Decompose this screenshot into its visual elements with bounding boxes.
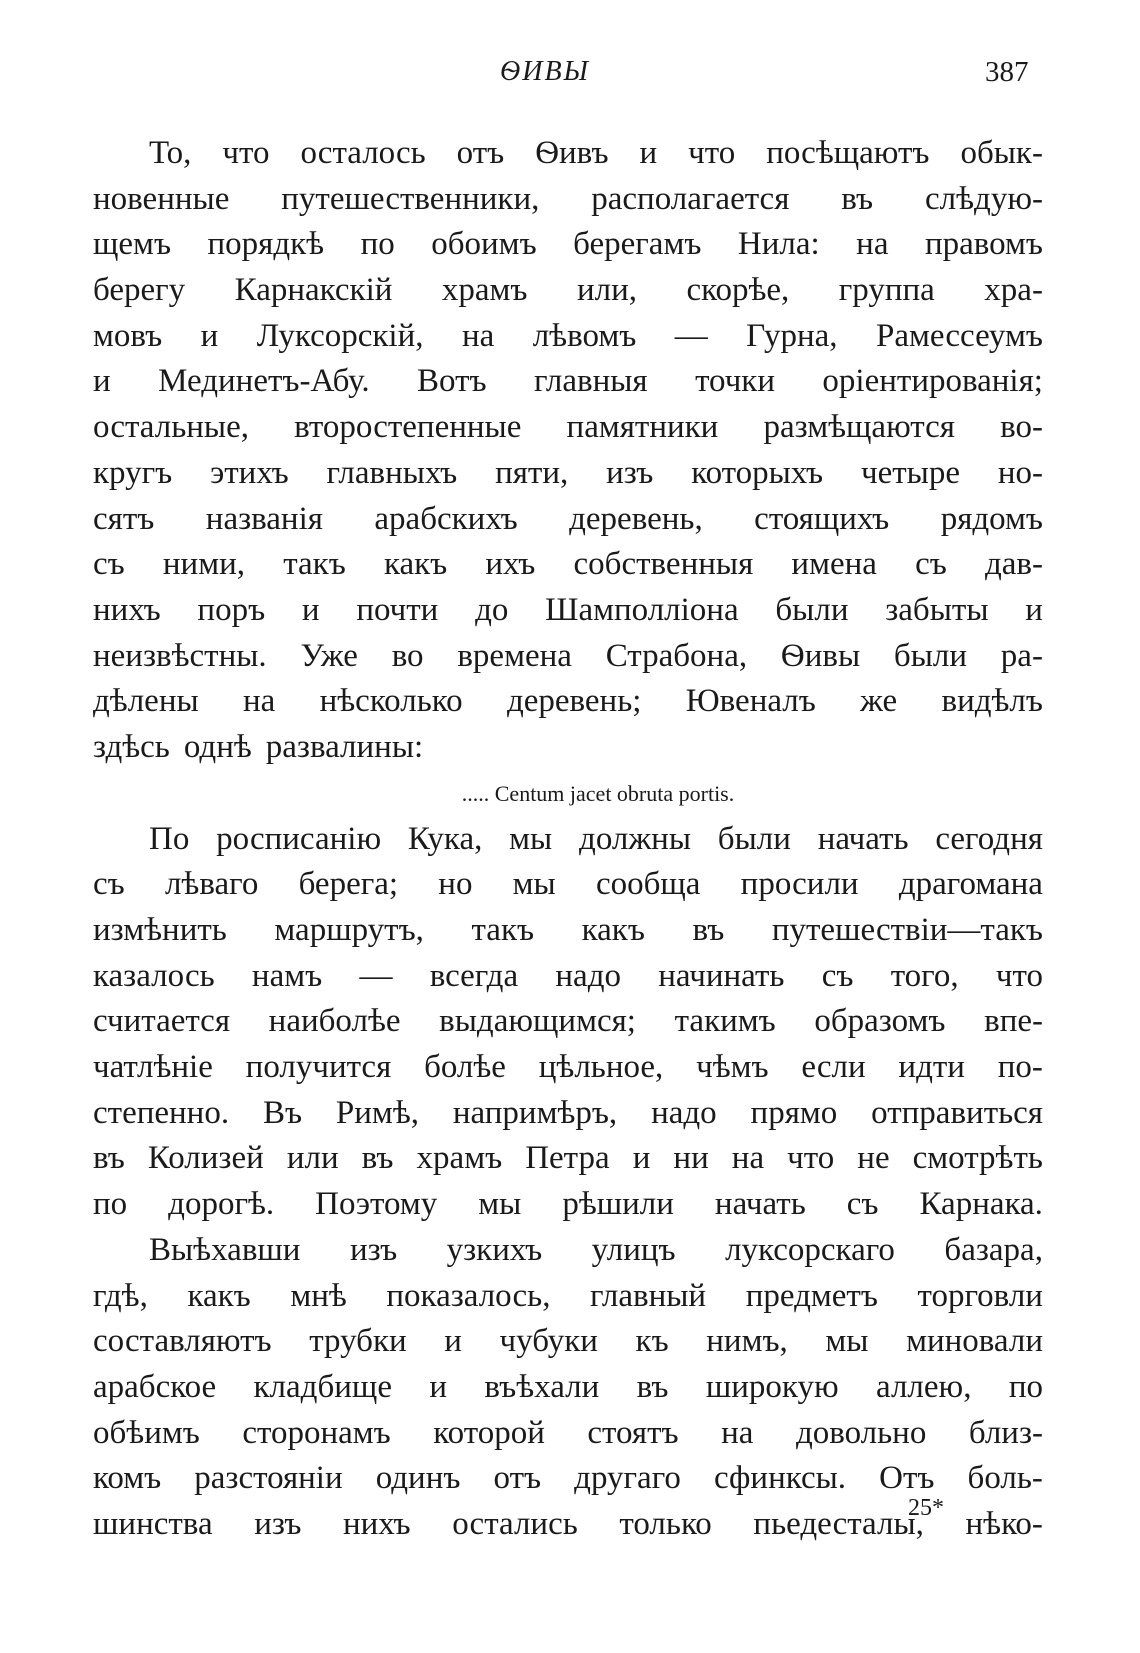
word: прямо [750,1094,838,1131]
word: второстепенные [294,409,522,446]
word: гдѣ, [93,1277,148,1314]
word: лѣваго [164,866,259,903]
word: Отъ [879,1460,935,1497]
word: пяти, [495,454,569,491]
word: въ [93,1140,125,1177]
word: новенные [93,180,230,217]
word: которыхъ [691,454,824,491]
word: оріентированія; [822,363,1043,400]
word: мы [825,1323,869,1360]
word: и [93,363,111,400]
word: деревень, [569,500,703,537]
word: видѣлъ [941,683,1043,720]
text-line [93,634,1043,680]
text-line [93,1502,1043,1548]
word: измѣнить [93,912,227,948]
word: Нила: [737,226,820,263]
word: собственныя [573,546,754,583]
word: довольно [795,1414,927,1451]
word: остались [452,1505,578,1542]
text-line [93,131,1043,177]
text-line [93,451,1043,497]
word: считается [93,1003,231,1040]
word: храмъ [441,272,528,309]
word: неизвѣстны. [93,637,267,674]
word: хра- [984,272,1043,309]
word: по [360,226,395,263]
word: по [93,1186,128,1223]
word: чѣмъ [696,1049,769,1086]
word: получится [245,1049,392,1086]
word: пьедесталы, [753,1505,924,1542]
word: въ [636,1368,669,1405]
word: деревень; [506,683,642,720]
word: посѣщаютъ [766,135,930,171]
word: драгомана [898,866,1043,903]
word: аллею, [876,1368,972,1405]
word: осталось [300,135,426,171]
word: Мединетъ-Абу. [158,363,370,400]
word: главныхъ [326,454,458,491]
word: надо [651,1094,717,1131]
word: что [787,1140,835,1177]
word: Карнака. [919,1186,1043,1223]
word: Карнакскій [234,272,393,309]
word: широкую [705,1368,839,1405]
text-line [93,1045,1043,1091]
word: выдающимся; [439,1003,636,1040]
word: во- [1000,409,1043,446]
word: напримѣръ, [452,1094,618,1131]
word: памятники [566,409,719,446]
text-line [93,725,1043,771]
word: развалины: [265,728,424,765]
text-line [93,497,1043,543]
word: одинъ [375,1460,461,1497]
word: щемъ [93,226,172,263]
word: степенно. [93,1094,230,1131]
word: изъ [254,1505,302,1542]
word: ними, [162,546,246,583]
word: рѣшили [562,1186,674,1223]
word: дѣлены [93,683,199,720]
word: арабскихъ [374,500,518,537]
word: мовъ [93,317,163,354]
word: были [893,637,968,674]
word: по- [997,1049,1043,1086]
word: же [860,683,898,720]
word: времена [457,637,572,674]
word: всегда [429,957,519,994]
word: или [286,1140,339,1177]
word: смотрѣть [912,1140,1043,1177]
word: скорѣе, [686,272,790,309]
word: По [149,820,190,857]
word: однѣ [183,728,252,765]
paragraph-3 [93,1228,1043,1548]
page-number: 387 [985,56,1029,88]
word: на [242,683,276,720]
word: цѣльное, [538,1049,664,1086]
word: комъ [93,1460,162,1497]
word: узкихъ [446,1231,543,1268]
word: кладбище [253,1368,392,1405]
word: наиболѣе [268,1003,401,1040]
word: начать [817,820,909,857]
word: сегодня [935,820,1043,857]
word: Римѣ, [335,1094,419,1131]
word: обѣимъ [93,1414,200,1451]
text-line [93,1182,1043,1228]
text-line [93,1365,1043,1411]
word: другаго [574,1460,681,1497]
word: трубки [309,1323,407,1360]
word: и [301,591,320,628]
word: казалось [93,957,215,994]
word: съ [915,546,947,583]
word: размѣщаются [763,409,955,446]
word: Петра [525,1140,610,1177]
word: болѣе [424,1049,506,1086]
text-line [93,177,1043,223]
word: Шамполліона [545,591,739,628]
word: четыре [860,454,960,491]
signature-mark: 25* [908,1495,944,1521]
word: Страбона, [605,637,748,674]
word: того, [890,957,959,994]
word: на [856,226,889,263]
word: арабское [93,1368,217,1405]
word: идти [898,1049,965,1086]
word: главный [590,1277,707,1314]
word: во [391,637,424,674]
word: рядомъ [940,500,1043,537]
word: и [1025,591,1043,628]
word: путешественники, [281,180,540,217]
text-line [93,588,1043,634]
text-line [93,679,1043,725]
word: базара, [944,1231,1043,1268]
word: — [359,957,393,994]
word: сторонамъ [242,1414,391,1451]
word: Рамессеумъ [876,317,1043,354]
word: правомъ [924,226,1043,263]
word: сфинксы. [714,1460,847,1497]
text-line [93,862,1043,908]
text-line [93,908,1043,954]
word: росписанію [216,820,382,857]
word: чубуки [499,1323,598,1360]
word: съ [846,1186,879,1223]
word: съ [93,866,125,903]
word: предметъ [745,1277,878,1314]
text-line [93,1319,1043,1365]
word: были [775,591,849,628]
text-line [93,999,1043,1045]
paragraph-1 [93,131,1043,771]
word: лѣвомъ [532,317,637,354]
word: чатлѣніе [93,1049,213,1086]
latin-quote: ..... Centum jacet obruta portis. [461,780,735,806]
word: нѣко- [965,1505,1043,1542]
word: сообща [595,866,701,903]
word: сятъ [93,500,155,537]
word: на [721,1414,754,1451]
word: просили [740,866,859,903]
word: мнѣ [290,1277,347,1314]
word: какъ [383,546,448,583]
word: луксорскаго [725,1231,895,1268]
word: Ѳивы [780,637,861,674]
word: до [475,591,509,628]
word: какъ [187,1277,251,1314]
word: группа [838,272,935,309]
word: нихъ [93,591,161,628]
word: главныя [534,363,648,400]
word: близ- [968,1414,1043,1451]
word: порядкѣ [207,226,325,263]
word: такимъ [674,1003,776,1040]
word: показалось, [386,1277,551,1314]
word: маршрутъ, [274,912,424,948]
word: почти [356,591,439,628]
word: дорогѣ. [168,1186,275,1223]
word: ни [673,1140,709,1177]
text-line [93,954,1043,1000]
word: торговли [917,1277,1043,1314]
word: Поэтому [315,1186,438,1223]
word: Гурна, [746,317,838,354]
word: Вотъ [417,363,487,400]
word: нихъ [342,1505,411,1542]
word: къ [635,1323,669,1360]
text-line [93,314,1043,360]
word: располагается [591,180,790,217]
word: на [461,317,495,354]
word: въѣхали [484,1368,600,1405]
word: разстояніи [194,1460,343,1497]
word: Ювеналъ [685,683,816,720]
word: берегу [93,272,186,309]
word: путешествіи—такъ [771,912,1043,948]
word: и [639,135,658,171]
word: но [438,866,473,903]
word: отъ [456,135,505,171]
word: шинства [93,1505,213,1542]
word: начинать [658,957,785,994]
word: но- [997,454,1043,491]
word: надо [555,957,621,994]
word: берегамъ [573,226,702,263]
text-line [93,405,1043,451]
word: должны [579,820,691,857]
text-line [93,1228,1043,1274]
word: названія [205,500,323,537]
word: Кука, [407,820,483,857]
word: — [674,317,708,354]
word: въ [841,180,874,217]
word: Въ [262,1094,303,1131]
word: и [444,1323,462,1360]
text-line [93,542,1043,588]
word: что [995,957,1043,994]
word: обык- [960,135,1043,171]
word: изъ [606,454,654,491]
word: на [731,1140,765,1177]
word: слѣдую- [925,180,1043,217]
word: и [632,1140,651,1177]
word: образомъ [814,1003,946,1040]
word: этихъ [210,454,289,491]
word: не [857,1140,890,1177]
word: и [200,317,219,354]
word: въ [692,912,725,948]
word: храмъ [416,1140,503,1177]
word: съ [821,957,854,994]
word: Колизей [147,1140,264,1177]
word: здѣсь [93,728,170,765]
body-text [93,131,1043,1548]
text-line [93,268,1043,314]
word: боль- [967,1460,1043,1497]
word: Ѳивъ [535,135,609,171]
word: такъ [471,912,535,948]
word: такъ [283,546,346,583]
word: берега; [298,866,399,903]
text-line [93,222,1043,268]
word: ра- [1000,637,1043,674]
text-line [93,1456,1043,1502]
word: составляютъ [93,1323,272,1360]
word: кругъ [93,454,173,491]
word: и [429,1368,448,1405]
word: точки [695,363,775,400]
word: впе- [984,1003,1043,1040]
word: съ [93,546,125,583]
word: мы [512,866,556,903]
word: отправиться [871,1094,1043,1131]
word: остальные, [93,409,249,446]
text-line [93,359,1043,405]
word: Луксорскій, [256,317,424,354]
word: которой [433,1414,545,1451]
word: или, [576,272,637,309]
word: какъ [581,912,645,948]
running-title: ѲИВЫ [500,56,590,87]
word: стоятъ [587,1414,679,1451]
word: въ [361,1140,394,1177]
word: поръ [197,591,266,628]
word: ихъ [485,546,536,583]
word: Выѣхавши [149,1231,301,1268]
text-line [93,817,1043,863]
word: мы [478,1186,522,1223]
word: То, [149,135,192,171]
text-line [93,1411,1043,1457]
running-header [0,56,1140,96]
word: имена [791,546,877,583]
word: если [801,1049,866,1086]
word: обоимъ [431,226,537,263]
text-line [93,1274,1043,1320]
text-line [93,1136,1043,1182]
word: изъ [349,1231,398,1268]
word: миновали [906,1323,1043,1360]
word: стоящихъ [754,500,890,537]
word: дав- [984,546,1043,583]
word: что [688,135,736,171]
word: нимъ, [706,1323,788,1360]
word: по [1008,1368,1043,1405]
word: что [222,135,270,171]
paragraph-2 [93,817,1043,1228]
word: отъ [493,1460,542,1497]
word: только [619,1505,712,1542]
word: намъ [251,957,323,994]
word: улицъ [591,1231,676,1268]
word: были [717,820,791,857]
word: забыты [885,591,989,628]
text-line [93,1091,1043,1137]
word: мы [509,820,553,857]
word: нѣсколько [319,683,463,720]
word: начать [714,1186,806,1223]
word: Уже [300,637,358,674]
